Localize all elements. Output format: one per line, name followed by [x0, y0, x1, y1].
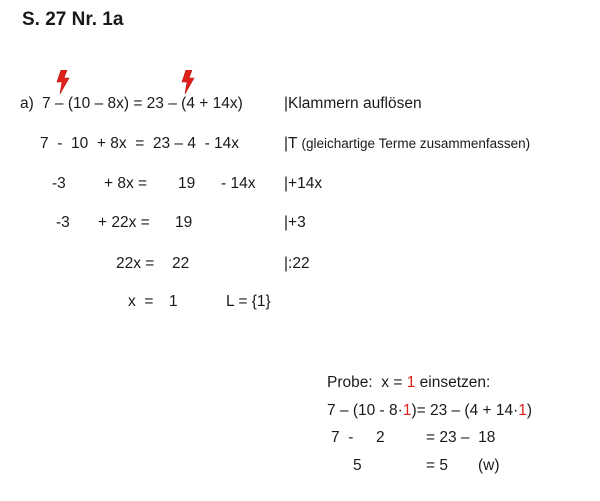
step-note-4: |+3 — [284, 214, 306, 231]
equation-line-6-right: 1 — [169, 293, 178, 310]
equation-line-3-extra: - 14x — [221, 175, 256, 192]
step-note-5: |:22 — [284, 255, 310, 272]
probe-line-4-left: 5 — [353, 457, 362, 474]
probe-line-4-mid: = 5 — [426, 457, 448, 474]
probe-value-highlight: 1 — [518, 402, 527, 419]
equation-line-4-term: + 22x = — [98, 214, 150, 231]
equation-line-3-left: -3 — [52, 175, 66, 192]
probe-value-highlight: 1 — [402, 402, 412, 419]
solution-set: L = {1} — [226, 293, 271, 310]
step-note-3: |+14x — [284, 175, 323, 192]
probe-verdict: (w) — [478, 457, 500, 474]
probe-value-highlight: 1 — [406, 374, 416, 391]
task-label: a) — [20, 95, 34, 112]
step-note-1: |Klammern auflösen — [284, 95, 422, 112]
probe-line-3-right: = 23 – 18 — [426, 429, 496, 446]
probe-line-3-left: 7 - — [331, 429, 354, 446]
equation-line-5-right: 22 — [172, 255, 190, 272]
probe-line-2-c: ) — [526, 402, 533, 419]
step-note-2-main: |T — [284, 135, 298, 152]
probe-line-1-pre: Probe: x = — [327, 374, 407, 391]
probe-line-2 — [327, 401, 532, 421]
probe-line-2-b: )= 23 – (4 + 14· — [411, 402, 519, 419]
probe-line-2-a: 7 – (10 - 8· — [327, 402, 403, 419]
step-note-2-detail: (gleichartige Terme zusammenfassen) — [301, 136, 531, 151]
equation-line-5-term: 22x = — [116, 255, 155, 272]
equation-line-4-left: -3 — [56, 214, 70, 231]
equation-line-2: 7 - 10 + 8x = 23 – 4 - 14x — [40, 135, 240, 152]
equation-line-6-term: x = — [128, 293, 154, 310]
probe-line-3-mid: 2 — [376, 429, 385, 446]
equation-line-4-right: 19 — [175, 214, 193, 231]
equation-line-3-term: + 8x = — [104, 175, 148, 192]
probe-line-1 — [327, 373, 490, 393]
equation-line-1: 7 – (10 – 8x) = 23 – (4 + 14x) — [42, 95, 243, 112]
step-note-2 — [284, 134, 530, 154]
lightning-bolt-icon — [181, 70, 195, 94]
probe-line-1-post: einsetzen: — [415, 374, 491, 391]
equation-line-3-right: 19 — [178, 175, 196, 192]
page-title: S. 27 Nr. 1a — [22, 9, 124, 30]
lightning-bolt-icon — [56, 70, 70, 94]
